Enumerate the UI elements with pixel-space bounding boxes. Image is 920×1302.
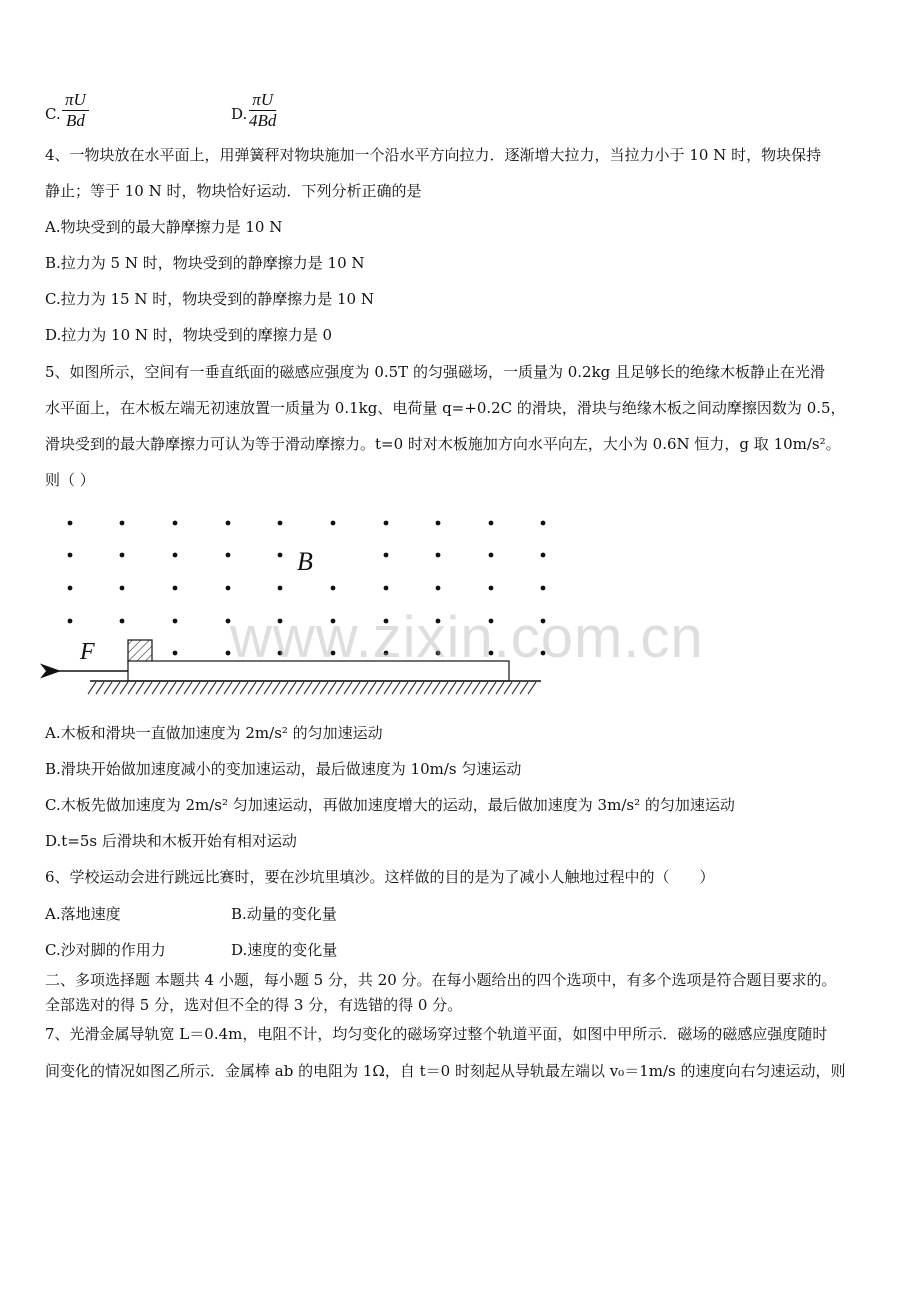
ground-hatch-line bbox=[488, 682, 496, 694]
q4-option-a: A.物块受到的最大静摩擦力是 10 N bbox=[45, 218, 283, 236]
ground-hatch-line bbox=[112, 682, 120, 694]
field-dot bbox=[278, 553, 283, 558]
field-dot bbox=[541, 553, 546, 558]
ground-hatch-line bbox=[96, 682, 104, 694]
q4-stem-line2: 静止；等于 10 N 时，物块恰好运动．下列分析正确的是 bbox=[45, 182, 422, 200]
field-dot bbox=[173, 586, 178, 591]
q5-option-d: D.t=5s 后滑块和木板开始有相对运动 bbox=[45, 832, 297, 850]
ground-hatch-line bbox=[264, 682, 272, 694]
field-dot bbox=[173, 619, 178, 624]
ground-hatch-line bbox=[480, 682, 488, 694]
field-dot bbox=[541, 521, 546, 526]
ground-hatch-line bbox=[416, 682, 424, 694]
ground-hatch-line bbox=[376, 682, 384, 694]
q3-option-c-label: C. bbox=[45, 105, 61, 123]
field-dot bbox=[120, 521, 125, 526]
ground-hatch-line bbox=[424, 682, 432, 694]
q4-option-d: D.拉力为 10 N 时，物块受到的摩擦力是 0 bbox=[45, 326, 333, 344]
ground-hatch-line bbox=[288, 682, 296, 694]
ground-hatch-line bbox=[400, 682, 408, 694]
ground-hatch-line bbox=[216, 682, 224, 694]
q5-stem-line1: 5、如图所示，空间有一垂直纸面的磁感应强度为 0.5T 的匀强磁场，一质量为 0.2kg 且足够长的绝缘木板静止在光滑 bbox=[45, 363, 826, 381]
field-dot bbox=[173, 553, 178, 558]
field-dot bbox=[68, 553, 73, 558]
ground-hatch-line bbox=[224, 682, 232, 694]
q5-option-c: C.木板先做加速度为 2m/s² 匀加速运动，再做加速度增大的运动，最后做加速度为 3m/s² 的匀加速运动 bbox=[45, 796, 735, 814]
field-dot bbox=[68, 586, 73, 591]
ground-hatch-line bbox=[392, 682, 400, 694]
field-dot bbox=[331, 521, 336, 526]
ground-hatching bbox=[88, 682, 536, 694]
ground-hatch-line bbox=[128, 682, 136, 694]
field-dot bbox=[489, 586, 494, 591]
q4-option-b: B.拉力为 5 N 时，物块受到的静摩擦力是 10 N bbox=[45, 254, 365, 272]
q3-option-d-label: D. bbox=[231, 105, 248, 123]
ground-hatch-line bbox=[368, 682, 376, 694]
ground-hatch-line bbox=[448, 682, 456, 694]
ground-hatch-line bbox=[208, 682, 216, 694]
q4-stem-line1: 4、一物块放在水平面上，用弹簧秤对物块施加一个沿水平方向拉力．逐渐增大拉力，当拉力小于 10 N 时，物块保持 bbox=[45, 146, 822, 164]
field-dot bbox=[120, 553, 125, 558]
field-dot bbox=[384, 586, 389, 591]
ground-hatch-line bbox=[144, 682, 152, 694]
ground-hatch-line bbox=[352, 682, 360, 694]
ground-hatch-line bbox=[296, 682, 304, 694]
q6-option-d: D.速度的变化量 bbox=[231, 941, 338, 959]
q6-option-c: C.沙对脚的作用力 bbox=[45, 941, 166, 959]
q3-option-c-numerator: πU bbox=[62, 90, 89, 111]
ground-hatch-line bbox=[152, 682, 160, 694]
ground-hatch-line bbox=[504, 682, 512, 694]
ground-hatch-line bbox=[88, 682, 96, 694]
slider-block bbox=[128, 640, 152, 662]
ground-hatch-line bbox=[272, 682, 280, 694]
section2-heading-line2: 全部选对的得 5 分，选对但不全的得 3 分，有选错的得 0 分。 bbox=[45, 996, 463, 1014]
field-dot bbox=[226, 586, 231, 591]
ground-hatch-line bbox=[120, 682, 128, 694]
field-dot bbox=[226, 521, 231, 526]
q7-stem-line2: 间变化的情况如图乙所示．金属棒 ab 的电阻为 1Ω，自 t＝0 时刻起从导轨最左端以 v₀＝1m/s 的速度向右匀速运动，则 bbox=[45, 1062, 846, 1080]
field-dot bbox=[436, 521, 441, 526]
field-dot bbox=[173, 521, 178, 526]
ground-hatch-line bbox=[360, 682, 368, 694]
field-dot bbox=[226, 553, 231, 558]
ground-hatch-line bbox=[512, 682, 520, 694]
ground-hatch-line bbox=[136, 682, 144, 694]
ground-hatch-line bbox=[456, 682, 464, 694]
ground-hatch-line bbox=[496, 682, 504, 694]
field-dot bbox=[68, 619, 73, 624]
q3-option-d-numerator: πU bbox=[249, 90, 276, 111]
q5-stem-line4: 则（ ） bbox=[45, 471, 95, 489]
ground-hatch-line bbox=[104, 682, 112, 694]
ground-hatch-line bbox=[328, 682, 336, 694]
ground-hatch-line bbox=[248, 682, 256, 694]
ground-hatch-line bbox=[160, 682, 168, 694]
field-dot bbox=[384, 521, 389, 526]
field-dot bbox=[120, 586, 125, 591]
field-dot bbox=[541, 586, 546, 591]
ground-hatch-line bbox=[464, 682, 472, 694]
q5-stem-line3: 滑块受到的最大静摩擦力可认为等于滑动摩擦力。t=0 时对木板施加方向水平向左，大小为 0.6N 恒力，g 取 10m/s²。 bbox=[45, 435, 841, 453]
q5-option-a: A.木板和滑块一直做加速度为 2m/s² 的匀加速运动 bbox=[45, 724, 383, 742]
watermark: www.zixin.com.cn bbox=[230, 605, 704, 670]
ground-hatch-line bbox=[192, 682, 200, 694]
ground-hatch-line bbox=[280, 682, 288, 694]
ground-hatch-line bbox=[520, 682, 528, 694]
ground-hatch-line bbox=[472, 682, 480, 694]
field-dot bbox=[278, 521, 283, 526]
ground-hatch-line bbox=[200, 682, 208, 694]
ground-hatch-line bbox=[320, 682, 328, 694]
q6-option-a: A.落地速度 bbox=[45, 905, 121, 923]
ground-hatch-line bbox=[184, 682, 192, 694]
q6-stem: 6、学校运动会进行跳远比赛时，要在沙坑里填沙。这样做的目的是为了减小人触地过程中的（ ） bbox=[45, 868, 715, 886]
ground-hatch-line bbox=[312, 682, 320, 694]
field-dot bbox=[331, 586, 336, 591]
ground-hatch-line bbox=[304, 682, 312, 694]
field-dot bbox=[436, 553, 441, 558]
ground-hatch-line bbox=[384, 682, 392, 694]
field-dot bbox=[489, 521, 494, 526]
ground-hatch-line bbox=[344, 682, 352, 694]
field-dot bbox=[436, 586, 441, 591]
ground-hatch-line bbox=[440, 682, 448, 694]
q5-stem-line2: 水平面上，在木板左端无初速放置一质量为 0.1kg、电荷量 q=+0.2C 的滑块，滑块与绝缘木板之间动摩擦因数为 0.5， bbox=[45, 399, 846, 417]
q3-option-c-denominator: Bd bbox=[65, 111, 85, 130]
ground-hatch-line bbox=[232, 682, 240, 694]
field-label-b: B bbox=[297, 547, 313, 576]
ground-hatch-line bbox=[240, 682, 248, 694]
field-dot bbox=[173, 651, 178, 656]
force-label-f: F bbox=[80, 639, 95, 665]
q3-option-d-denominator: 4Bd bbox=[249, 111, 277, 130]
field-dot bbox=[489, 553, 494, 558]
q5-option-b: B.滑块开始做加速度减小的变加速运动，最后做速度为 10m/s 匀速运动 bbox=[45, 760, 522, 778]
field-dot bbox=[120, 619, 125, 624]
field-dot bbox=[384, 553, 389, 558]
ground-hatch-line bbox=[256, 682, 264, 694]
ground-hatch-line bbox=[432, 682, 440, 694]
field-dot bbox=[68, 521, 73, 526]
q7-stem-line1: 7、光滑金属导轨宽 L＝0.4m，电阻不计，均匀变化的磁场穿过整个轨道平面，如图中甲所示．磁场的磁感应强度随时 bbox=[45, 1025, 828, 1043]
q4-option-c: C.拉力为 15 N 时，物块受到的静摩擦力是 10 N bbox=[45, 290, 374, 308]
ground-hatch-line bbox=[528, 682, 536, 694]
ground-hatch-line bbox=[336, 682, 344, 694]
q6-option-b: B.动量的变化量 bbox=[231, 905, 337, 923]
ground-hatch-line bbox=[168, 682, 176, 694]
ground-hatch-line bbox=[408, 682, 416, 694]
section2-heading-line1: 二、多项选择题 本题共 4 小题，每小题 5 分，共 20 分。在每小题给出的四个选项中，有多个选项是符合题目要求的。 bbox=[45, 971, 837, 989]
ground-hatch-line bbox=[176, 682, 184, 694]
field-dot bbox=[278, 586, 283, 591]
